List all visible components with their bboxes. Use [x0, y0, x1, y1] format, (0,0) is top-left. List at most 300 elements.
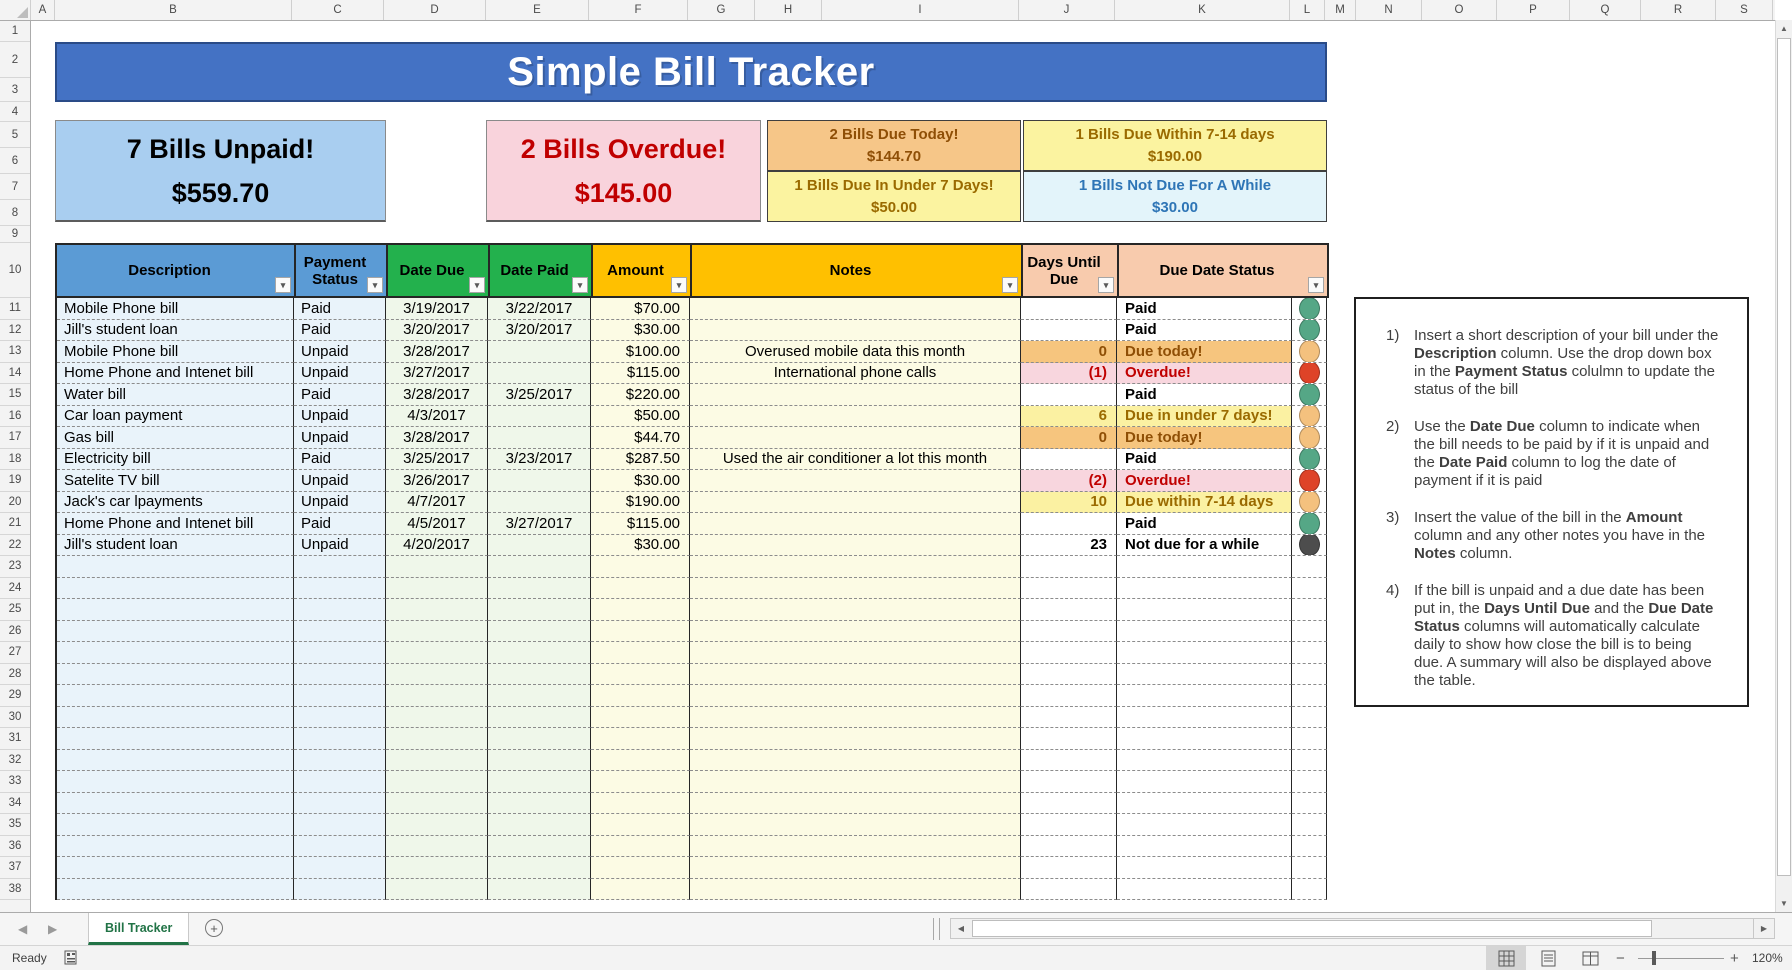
row-header-5[interactable]: 5 — [0, 122, 30, 148]
cell-notes[interactable] — [690, 513, 1021, 535]
cell-notes[interactable] — [690, 664, 1021, 686]
cell-payment-status[interactable] — [294, 707, 386, 729]
select-all-corner[interactable] — [0, 0, 31, 20]
cell-payment-status[interactable]: Unpaid — [294, 470, 386, 492]
row-header-1[interactable]: 1 — [0, 20, 30, 42]
cell-status-indicator[interactable] — [1292, 298, 1327, 320]
cell-date-due[interactable] — [386, 857, 488, 879]
cell-description[interactable] — [57, 707, 294, 729]
cell-date-due[interactable] — [386, 793, 488, 815]
cell-status-indicator[interactable] — [1292, 384, 1327, 406]
cell-due-date-status[interactable] — [1117, 879, 1292, 901]
cell-days-until-due[interactable] — [1021, 857, 1117, 879]
column-header-E[interactable]: E — [486, 0, 589, 20]
column-header-N[interactable]: N — [1356, 0, 1422, 20]
column-header-description[interactable] — [57, 245, 294, 296]
cell-date-due[interactable]: 4/7/2017 — [386, 492, 488, 514]
cell-payment-status[interactable] — [294, 750, 386, 772]
cell-status-indicator[interactable] — [1292, 621, 1327, 643]
summary-due-7-14-cell[interactable] — [1023, 120, 1327, 171]
filter-dropdown-button[interactable] — [1098, 277, 1114, 293]
cell-due-date-status[interactable] — [1117, 578, 1292, 600]
cell-days-until-due[interactable]: (2) — [1021, 470, 1117, 492]
cell-description[interactable] — [57, 728, 294, 750]
cell-due-date-status[interactable]: Due today! — [1117, 427, 1292, 449]
cell-date-paid[interactable] — [488, 578, 591, 600]
cell-days-until-due[interactable] — [1021, 384, 1117, 406]
cell-status-indicator[interactable] — [1292, 814, 1327, 836]
cell-amount[interactable] — [591, 793, 690, 815]
cell-date-due[interactable]: 3/25/2017 — [386, 449, 488, 471]
cell-date-due[interactable] — [386, 707, 488, 729]
cell-days-until-due[interactable]: 6 — [1021, 406, 1117, 428]
row-header-2[interactable]: 2 — [0, 42, 30, 78]
cell-due-date-status[interactable]: Paid — [1117, 449, 1292, 471]
cell-amount[interactable] — [591, 685, 690, 707]
cell-days-until-due[interactable] — [1021, 707, 1117, 729]
page-break-view-button[interactable] — [1570, 946, 1610, 970]
cell-status-indicator[interactable] — [1292, 664, 1327, 686]
cell-notes[interactable] — [690, 857, 1021, 879]
row-header-19[interactable]: 19 — [0, 470, 30, 492]
column-header-S[interactable]: S — [1716, 0, 1773, 20]
cell-notes[interactable] — [690, 384, 1021, 406]
cell-payment-status[interactable]: Paid — [294, 513, 386, 535]
column-header-D[interactable]: D — [384, 0, 486, 20]
row-header-3[interactable]: 3 — [0, 78, 30, 102]
column-header-G[interactable]: G — [688, 0, 755, 20]
scroll-down-icon[interactable]: ▼ — [1780, 899, 1788, 908]
filter-dropdown-button[interactable] — [367, 277, 383, 293]
cell-payment-status[interactable]: Paid — [294, 320, 386, 342]
cell-notes[interactable] — [690, 621, 1021, 643]
cell-due-date-status[interactable]: Due within 7-14 days — [1117, 492, 1292, 514]
cell-payment-status[interactable]: Unpaid — [294, 341, 386, 363]
cell-notes[interactable] — [690, 836, 1021, 858]
cell-description[interactable]: Car loan payment — [57, 406, 294, 428]
cell-payment-status[interactable] — [294, 664, 386, 686]
cell-description[interactable] — [57, 621, 294, 643]
row-header-17[interactable]: 17 — [0, 427, 30, 449]
cell-days-until-due[interactable] — [1021, 556, 1117, 578]
column-header-Q[interactable]: Q — [1570, 0, 1641, 20]
row-header-32[interactable]: 32 — [0, 750, 30, 772]
cell-date-due[interactable] — [386, 814, 488, 836]
cell-amount[interactable] — [591, 728, 690, 750]
cell-due-date-status[interactable] — [1117, 621, 1292, 643]
cell-payment-status[interactable] — [294, 793, 386, 815]
cell-notes[interactable] — [690, 771, 1021, 793]
cell-date-due[interactable] — [386, 578, 488, 600]
cell-description[interactable] — [57, 879, 294, 901]
cell-date-paid[interactable] — [488, 728, 591, 750]
add-sheet-button[interactable] — [205, 919, 223, 937]
cell-date-paid[interactable] — [488, 793, 591, 815]
row-header-10[interactable]: 10 — [0, 243, 30, 298]
cell-days-until-due[interactable] — [1021, 320, 1117, 342]
cell-amount[interactable] — [591, 814, 690, 836]
column-header-F[interactable]: F — [589, 0, 688, 20]
cell-date-due[interactable] — [386, 836, 488, 858]
cell-date-due[interactable]: 3/28/2017 — [386, 341, 488, 363]
cell-description[interactable]: Home Phone and Intenet bill — [57, 363, 294, 385]
column-header-R[interactable]: R — [1641, 0, 1716, 20]
cell-description[interactable]: Water bill — [57, 384, 294, 406]
sheet-tab-bill-tracker[interactable] — [88, 913, 189, 945]
cell-due-date-status[interactable] — [1117, 771, 1292, 793]
cell-amount[interactable] — [591, 642, 690, 664]
cell-due-date-status[interactable] — [1117, 707, 1292, 729]
row-header-7[interactable]: 7 — [0, 174, 30, 200]
cell-date-due[interactable]: 3/28/2017 — [386, 384, 488, 406]
row-header-4[interactable]: 4 — [0, 102, 30, 122]
cell-due-date-status[interactable] — [1117, 836, 1292, 858]
row-header-25[interactable]: 25 — [0, 599, 30, 621]
cell-status-indicator[interactable] — [1292, 427, 1327, 449]
horizontal-scrollbar[interactable] — [950, 918, 1775, 939]
cell-description[interactable]: Satelite TV bill — [57, 470, 294, 492]
cell-date-due[interactable]: 4/5/2017 — [386, 513, 488, 535]
cell-days-until-due[interactable] — [1021, 750, 1117, 772]
column-header-A[interactable]: A — [31, 0, 55, 20]
cell-date-paid[interactable] — [488, 621, 591, 643]
cell-date-paid[interactable] — [488, 771, 591, 793]
cell-date-due[interactable] — [386, 599, 488, 621]
column-header-P[interactable]: P — [1497, 0, 1570, 20]
row-header-18[interactable]: 18 — [0, 449, 30, 471]
cell-date-due[interactable] — [386, 750, 488, 772]
scroll-left-icon[interactable]: ◀ — [957, 924, 965, 933]
cell-amount[interactable]: $30.00 — [591, 470, 690, 492]
cell-notes[interactable] — [690, 750, 1021, 772]
vertical-scrollbar-thumb[interactable] — [1777, 38, 1791, 876]
cell-amount[interactable]: $30.00 — [591, 535, 690, 557]
cell-description[interactable]: Mobile Phone bill — [57, 298, 294, 320]
filter-dropdown-button[interactable] — [469, 277, 485, 293]
cell-date-paid[interactable] — [488, 857, 591, 879]
column-header-I[interactable]: I — [822, 0, 1019, 20]
column-header-K[interactable]: K — [1115, 0, 1290, 20]
cell-days-until-due[interactable]: 0 — [1021, 341, 1117, 363]
cell-days-until-due[interactable] — [1021, 836, 1117, 858]
cell-date-paid[interactable] — [488, 406, 591, 428]
row-header-27[interactable]: 27 — [0, 642, 30, 664]
row-header-20[interactable]: 20 — [0, 492, 30, 514]
cell-due-date-status[interactable]: Paid — [1117, 320, 1292, 342]
cell-payment-status[interactable] — [294, 857, 386, 879]
cell-status-indicator[interactable] — [1292, 750, 1327, 772]
cell-amount[interactable]: $190.00 — [591, 492, 690, 514]
cell-status-indicator[interactable] — [1292, 599, 1327, 621]
cell-amount[interactable] — [591, 707, 690, 729]
cell-date-paid[interactable] — [488, 341, 591, 363]
cell-payment-status[interactable] — [294, 685, 386, 707]
cell-date-paid[interactable] — [488, 685, 591, 707]
cell-status-indicator[interactable] — [1292, 578, 1327, 600]
cell-notes[interactable] — [690, 298, 1021, 320]
cell-notes[interactable] — [690, 535, 1021, 557]
cell-description[interactable]: Electricity bill — [57, 449, 294, 471]
row-header-31[interactable]: 31 — [0, 728, 30, 750]
row-header-8[interactable]: 8 — [0, 200, 30, 226]
cell-notes[interactable] — [690, 556, 1021, 578]
sheet-nav-left-icon[interactable]: ◀ — [18, 922, 28, 936]
cell-notes[interactable] — [690, 814, 1021, 836]
cell-notes[interactable] — [690, 707, 1021, 729]
cell-date-paid[interactable] — [488, 363, 591, 385]
cell-description[interactable] — [57, 771, 294, 793]
cell-status-indicator[interactable] — [1292, 470, 1327, 492]
column-header-amount[interactable] — [591, 245, 690, 296]
cell-date-paid[interactable]: 3/20/2017 — [488, 320, 591, 342]
cell-date-paid[interactable] — [488, 750, 591, 772]
cell-due-date-status[interactable] — [1117, 556, 1292, 578]
cell-date-paid[interactable]: 3/22/2017 — [488, 298, 591, 320]
cell-payment-status[interactable] — [294, 836, 386, 858]
row-header-30[interactable]: 30 — [0, 707, 30, 729]
column-header-B[interactable]: B — [55, 0, 292, 20]
cell-description[interactable] — [57, 578, 294, 600]
cell-days-until-due[interactable] — [1021, 298, 1117, 320]
cell-description[interactable] — [57, 642, 294, 664]
cell-description[interactable] — [57, 685, 294, 707]
row-header-13[interactable]: 13 — [0, 341, 30, 363]
cell-date-paid[interactable] — [488, 814, 591, 836]
cell-notes[interactable]: Used the air conditioner a lot this month — [690, 449, 1021, 471]
cell-date-paid[interactable] — [488, 427, 591, 449]
cell-payment-status[interactable] — [294, 771, 386, 793]
cell-due-date-status[interactable] — [1117, 642, 1292, 664]
horizontal-scrollbar-thumb[interactable] — [972, 920, 1652, 937]
cell-amount[interactable] — [591, 578, 690, 600]
cell-days-until-due[interactable] — [1021, 621, 1117, 643]
cell-description[interactable] — [57, 556, 294, 578]
column-header-L[interactable]: L — [1290, 0, 1325, 20]
cell-date-paid[interactable] — [488, 492, 591, 514]
row-header-36[interactable]: 36 — [0, 836, 30, 858]
cell-amount[interactable] — [591, 857, 690, 879]
column-header-due-date-status[interactable] — [1117, 245, 1327, 296]
cell-status-indicator[interactable] — [1292, 406, 1327, 428]
cell-status-indicator[interactable] — [1292, 341, 1327, 363]
zoom-out-icon[interactable]: − — [1616, 950, 1625, 967]
cell-days-until-due[interactable] — [1021, 642, 1117, 664]
filter-dropdown-button[interactable] — [1002, 277, 1018, 293]
filter-dropdown-button[interactable] — [671, 277, 687, 293]
cell-payment-status[interactable]: Paid — [294, 384, 386, 406]
cell-date-due[interactable] — [386, 728, 488, 750]
page-layout-view-button[interactable] — [1528, 946, 1568, 970]
row-header-24[interactable]: 24 — [0, 578, 30, 600]
cell-due-date-status[interactable]: Overdue! — [1117, 470, 1292, 492]
cell-date-due[interactable]: 3/19/2017 — [386, 298, 488, 320]
cell-notes[interactable]: Overused mobile data this month — [690, 341, 1021, 363]
cell-days-until-due[interactable]: 10 — [1021, 492, 1117, 514]
cell-date-paid[interactable]: 3/27/2017 — [488, 513, 591, 535]
cell-description[interactable]: Jack's car lpayments — [57, 492, 294, 514]
cell-due-date-status[interactable] — [1117, 857, 1292, 879]
column-header-J[interactable]: J — [1019, 0, 1115, 20]
cell-notes[interactable] — [690, 492, 1021, 514]
cell-status-indicator[interactable] — [1292, 449, 1327, 471]
cell-payment-status[interactable]: Unpaid — [294, 363, 386, 385]
cell-due-date-status[interactable] — [1117, 750, 1292, 772]
cell-notes[interactable] — [690, 320, 1021, 342]
cell-description[interactable] — [57, 793, 294, 815]
cell-description[interactable] — [57, 836, 294, 858]
cell-status-indicator[interactable] — [1292, 771, 1327, 793]
column-header-C[interactable]: C — [292, 0, 384, 20]
cell-days-until-due[interactable] — [1021, 513, 1117, 535]
title-banner-cell[interactable] — [55, 42, 1327, 102]
row-header-12[interactable]: 12 — [0, 320, 30, 342]
cell-description[interactable]: Jill's student loan — [57, 535, 294, 557]
cell-days-until-due[interactable] — [1021, 879, 1117, 901]
row-header-16[interactable]: 16 — [0, 406, 30, 428]
cell-notes[interactable] — [690, 879, 1021, 901]
cell-days-until-due[interactable]: 23 — [1021, 535, 1117, 557]
cell-due-date-status[interactable]: Not due for a while — [1117, 535, 1292, 557]
row-header-28[interactable]: 28 — [0, 664, 30, 686]
cell-date-due[interactable] — [386, 556, 488, 578]
cell-payment-status[interactable]: Unpaid — [294, 492, 386, 514]
row-header-23[interactable]: 23 — [0, 556, 30, 578]
cell-notes[interactable] — [690, 578, 1021, 600]
column-header-H[interactable]: H — [755, 0, 822, 20]
cell-payment-status[interactable]: Unpaid — [294, 406, 386, 428]
cell-date-due[interactable]: 3/20/2017 — [386, 320, 488, 342]
cell-days-until-due[interactable] — [1021, 578, 1117, 600]
sheet-nav-right-icon[interactable]: ▶ — [48, 922, 58, 936]
vertical-scrollbar[interactable] — [1775, 20, 1792, 912]
cell-description[interactable] — [57, 664, 294, 686]
cell-payment-status[interactable] — [294, 599, 386, 621]
cell-status-indicator[interactable] — [1292, 879, 1327, 901]
cell-date-paid[interactable] — [488, 836, 591, 858]
macro-record-icon[interactable] — [64, 950, 79, 968]
summary-overdue-cell[interactable] — [486, 120, 761, 222]
filter-dropdown-button[interactable] — [572, 277, 588, 293]
column-header-payment-status[interactable] — [294, 245, 386, 296]
row-header-26[interactable]: 26 — [0, 621, 30, 643]
normal-view-button[interactable] — [1486, 946, 1526, 970]
cell-notes[interactable]: International phone calls — [690, 363, 1021, 385]
summary-unpaid-cell[interactable] — [55, 120, 386, 222]
cell-payment-status[interactable] — [294, 578, 386, 600]
zoom-slider-track[interactable] — [1638, 958, 1724, 959]
cell-date-paid[interactable]: 3/25/2017 — [488, 384, 591, 406]
worksheet-area[interactable] — [31, 20, 1775, 912]
cell-description[interactable] — [57, 814, 294, 836]
cell-amount[interactable]: $50.00 — [591, 406, 690, 428]
cell-payment-status[interactable]: Unpaid — [294, 427, 386, 449]
column-header-O[interactable]: O — [1422, 0, 1497, 20]
cell-due-date-status[interactable] — [1117, 728, 1292, 750]
cell-payment-status[interactable] — [294, 728, 386, 750]
column-header-date-paid[interactable] — [488, 245, 591, 296]
zoom-in-icon[interactable]: + — [1730, 950, 1739, 967]
row-header-21[interactable]: 21 — [0, 513, 30, 535]
cell-payment-status[interactable]: Paid — [294, 449, 386, 471]
cell-date-paid[interactable] — [488, 664, 591, 686]
row-header-22[interactable]: 22 — [0, 535, 30, 557]
cell-due-date-status[interactable] — [1117, 793, 1292, 815]
cell-days-until-due[interactable] — [1021, 771, 1117, 793]
cell-days-until-due[interactable]: 0 — [1021, 427, 1117, 449]
cell-date-due[interactable]: 3/28/2017 — [386, 427, 488, 449]
cell-amount[interactable]: $70.00 — [591, 298, 690, 320]
cell-due-date-status[interactable]: Overdue! — [1117, 363, 1292, 385]
cell-due-date-status[interactable] — [1117, 664, 1292, 686]
cell-notes[interactable] — [690, 728, 1021, 750]
zoom-slider-thumb[interactable] — [1652, 951, 1656, 965]
column-header-notes[interactable] — [690, 245, 1021, 296]
cell-date-due[interactable]: 3/27/2017 — [386, 363, 488, 385]
summary-due-under7-cell[interactable] — [767, 171, 1021, 222]
cell-amount[interactable]: $30.00 — [591, 320, 690, 342]
cell-notes[interactable] — [690, 470, 1021, 492]
cell-date-paid[interactable] — [488, 707, 591, 729]
cell-due-date-status[interactable] — [1117, 599, 1292, 621]
cell-status-indicator[interactable] — [1292, 492, 1327, 514]
summary-due-today-cell[interactable] — [767, 120, 1021, 171]
cell-payment-status[interactable] — [294, 621, 386, 643]
cell-date-paid[interactable]: 3/23/2017 — [488, 449, 591, 471]
row-header-15[interactable]: 15 — [0, 384, 30, 406]
cell-notes[interactable] — [690, 793, 1021, 815]
cell-days-until-due[interactable] — [1021, 685, 1117, 707]
cell-date-due[interactable] — [386, 664, 488, 686]
cell-date-due[interactable]: 3/26/2017 — [386, 470, 488, 492]
cell-days-until-due[interactable] — [1021, 793, 1117, 815]
cell-payment-status[interactable] — [294, 879, 386, 901]
filter-dropdown-button[interactable] — [1308, 277, 1324, 293]
cell-notes[interactable] — [690, 642, 1021, 664]
scroll-right-icon[interactable]: ▶ — [1753, 919, 1774, 938]
filter-dropdown-button[interactable] — [275, 277, 291, 293]
row-header-35[interactable]: 35 — [0, 814, 30, 836]
cell-date-paid[interactable] — [488, 599, 591, 621]
row-header-37[interactable]: 37 — [0, 857, 30, 879]
cell-days-until-due[interactable]: (1) — [1021, 363, 1117, 385]
cell-amount[interactable] — [591, 750, 690, 772]
cell-status-indicator[interactable] — [1292, 556, 1327, 578]
cell-date-due[interactable] — [386, 642, 488, 664]
cell-date-due[interactable] — [386, 879, 488, 901]
cell-due-date-status[interactable]: Paid — [1117, 384, 1292, 406]
row-header-6[interactable]: 6 — [0, 148, 30, 174]
cell-date-due[interactable]: 4/20/2017 — [386, 535, 488, 557]
cell-days-until-due[interactable] — [1021, 599, 1117, 621]
cell-due-date-status[interactable]: Paid — [1117, 298, 1292, 320]
row-header-9[interactable]: 9 — [0, 226, 30, 243]
cell-days-until-due[interactable] — [1021, 449, 1117, 471]
cell-payment-status[interactable] — [294, 814, 386, 836]
cell-status-indicator[interactable] — [1292, 535, 1327, 557]
cell-amount[interactable] — [591, 664, 690, 686]
cell-status-indicator[interactable] — [1292, 707, 1327, 729]
cell-status-indicator[interactable] — [1292, 513, 1327, 535]
cell-description[interactable] — [57, 599, 294, 621]
cell-description[interactable]: Mobile Phone bill — [57, 341, 294, 363]
cell-date-due[interactable] — [386, 771, 488, 793]
cell-due-date-status[interactable] — [1117, 685, 1292, 707]
row-header-33[interactable]: 33 — [0, 771, 30, 793]
scroll-up-icon[interactable]: ▲ — [1780, 24, 1788, 33]
row-header-38[interactable]: 38 — [0, 879, 30, 901]
row-header-11[interactable]: 11 — [0, 298, 30, 320]
cell-notes[interactable] — [690, 599, 1021, 621]
